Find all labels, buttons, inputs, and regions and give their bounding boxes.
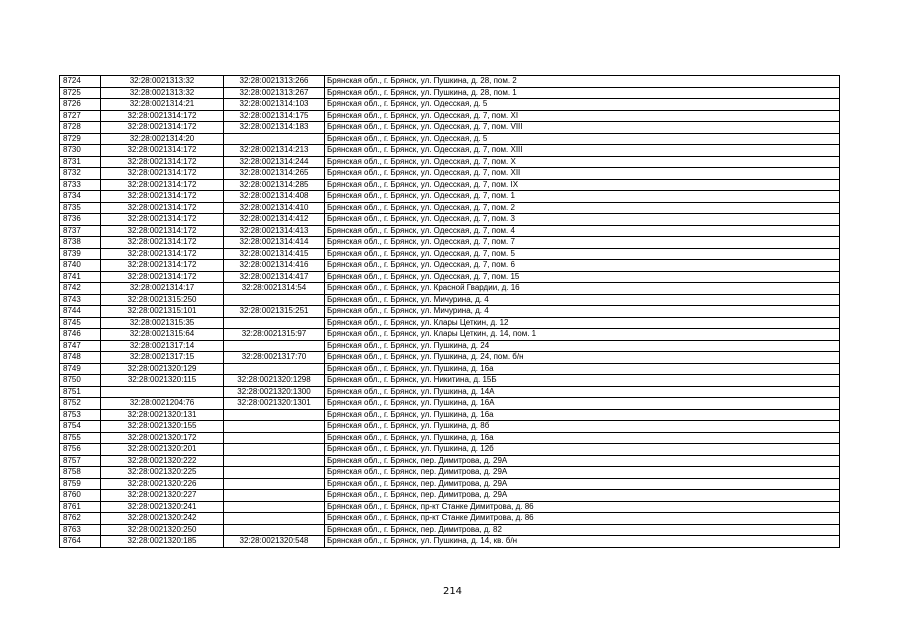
object-cadastral-number-cell bbox=[224, 340, 325, 352]
address-cell: Брянская обл., г. Брянск, ул. Пушкина, д. 24, пом. б/н bbox=[325, 352, 840, 364]
row-number-cell: 8757 bbox=[60, 455, 101, 467]
object-cadastral-number-cell: 32:28:0021317:70 bbox=[224, 352, 325, 364]
address-cell: Брянская обл., г. Брянск, ул. Пушкина, д. 12б bbox=[325, 444, 840, 456]
land-cadastral-number-cell: 32:28:0021320:172 bbox=[101, 432, 224, 444]
table-row bbox=[60, 179, 840, 191]
registry-table bbox=[59, 75, 840, 548]
object-cadastral-number-cell bbox=[224, 363, 325, 375]
table-row bbox=[60, 271, 840, 283]
table-row bbox=[60, 467, 840, 479]
object-cadastral-number-cell bbox=[224, 432, 325, 444]
row-number-cell: 8742 bbox=[60, 283, 101, 295]
table-row bbox=[60, 87, 840, 99]
land-cadastral-number-cell: 32:28:0021313:32 bbox=[101, 87, 224, 99]
land-cadastral-number-cell: 32:28:0021314:172 bbox=[101, 202, 224, 214]
table-row bbox=[60, 375, 840, 387]
object-cadastral-number-cell: 32:28:0021313:267 bbox=[224, 87, 325, 99]
table-row bbox=[60, 478, 840, 490]
address-cell: Брянская обл., г. Брянск, ул. Одесская, д. 7, пом. 4 bbox=[325, 225, 840, 237]
land-cadastral-number-cell: 32:28:0021320:227 bbox=[101, 490, 224, 502]
land-cadastral-number-cell: 32:28:0021314:172 bbox=[101, 260, 224, 272]
table-row bbox=[60, 329, 840, 341]
row-number-cell: 8748 bbox=[60, 352, 101, 364]
land-cadastral-number-cell: 32:28:0021320:241 bbox=[101, 501, 224, 513]
object-cadastral-number-cell: 32:28:0021314:412 bbox=[224, 214, 325, 226]
address-cell: Брянская обл., г. Брянск, ул. Одесская, д. 7, пом. 6 bbox=[325, 260, 840, 272]
land-cadastral-number-cell: 32:28:0021314:172 bbox=[101, 271, 224, 283]
object-cadastral-number-cell: 32:28:0021313:266 bbox=[224, 76, 325, 88]
address-cell: Брянская обл., г. Брянск, ул. Мичурина, д. 4 bbox=[325, 294, 840, 306]
object-cadastral-number-cell bbox=[224, 490, 325, 502]
object-cadastral-number-cell: 32:28:0021320:1300 bbox=[224, 386, 325, 398]
land-cadastral-number-cell: 32:28:0021314:172 bbox=[101, 110, 224, 122]
row-number-cell: 8724 bbox=[60, 76, 101, 88]
object-cadastral-number-cell bbox=[224, 513, 325, 525]
land-cadastral-number-cell: 32:28:0021314:172 bbox=[101, 225, 224, 237]
address-cell: Брянская обл., г. Брянск, ул. Клары Цеткин, д. 14, пом. 1 bbox=[325, 329, 840, 341]
row-number-cell: 8729 bbox=[60, 133, 101, 145]
land-cadastral-number-cell: 32:28:0021314:172 bbox=[101, 191, 224, 203]
row-number-cell: 8744 bbox=[60, 306, 101, 318]
address-cell: Брянская обл., г. Брянск, ул. Пушкина, д. 16а bbox=[325, 432, 840, 444]
table-row bbox=[60, 317, 840, 329]
address-cell: Брянская обл., г. Брянск, ул. Одесская, д. 7, пом. XII bbox=[325, 168, 840, 180]
row-number-cell: 8759 bbox=[60, 478, 101, 490]
address-cell: Брянская обл., г. Брянск, пер. Димитрова, д. 29А bbox=[325, 490, 840, 502]
object-cadastral-number-cell: 32:28:0021314:103 bbox=[224, 99, 325, 111]
land-cadastral-number-cell: 32:28:0021314:21 bbox=[101, 99, 224, 111]
object-cadastral-number-cell bbox=[224, 409, 325, 421]
address-cell: Брянская обл., г. Брянск, ул. Пушкина, д. 14А bbox=[325, 386, 840, 398]
land-cadastral-number-cell: 32:28:0021315:64 bbox=[101, 329, 224, 341]
row-number-cell: 8753 bbox=[60, 409, 101, 421]
table-row bbox=[60, 214, 840, 226]
address-cell: Брянская обл., г. Брянск, ул. Пушкина, д. 16а bbox=[325, 409, 840, 421]
land-cadastral-number-cell: 32:28:0021320:131 bbox=[101, 409, 224, 421]
table-row bbox=[60, 168, 840, 180]
object-cadastral-number-cell: 32:28:0021315:97 bbox=[224, 329, 325, 341]
table-row bbox=[60, 156, 840, 168]
row-number-cell: 8730 bbox=[60, 145, 101, 157]
address-cell: Брянская обл., г. Брянск, ул. Одесская, д. 5 bbox=[325, 133, 840, 145]
table-row bbox=[60, 524, 840, 536]
land-cadastral-number-cell: 32:28:0021320:155 bbox=[101, 421, 224, 433]
table-row bbox=[60, 283, 840, 295]
object-cadastral-number-cell: 32:28:0021314:244 bbox=[224, 156, 325, 168]
land-cadastral-number-cell: 32:28:0021314:172 bbox=[101, 122, 224, 134]
object-cadastral-number-cell: 32:28:0021320:1301 bbox=[224, 398, 325, 410]
address-cell: Брянская обл., г. Брянск, ул. Пушкина, д. 28, пом. 1 bbox=[325, 87, 840, 99]
land-cadastral-number-cell: 32:28:0021320:222 bbox=[101, 455, 224, 467]
object-cadastral-number-cell: 32:28:0021314:175 bbox=[224, 110, 325, 122]
table-row bbox=[60, 306, 840, 318]
land-cadastral-number-cell: 32:28:0021315:101 bbox=[101, 306, 224, 318]
table-row bbox=[60, 202, 840, 214]
object-cadastral-number-cell: 32:28:0021314:417 bbox=[224, 271, 325, 283]
land-cadastral-number-cell: 32:28:0021314:17 bbox=[101, 283, 224, 295]
address-cell: Брянская обл., г. Брянск, пер. Димитрова, д. 29А bbox=[325, 467, 840, 479]
table-row bbox=[60, 294, 840, 306]
object-cadastral-number-cell: 32:28:0021314:416 bbox=[224, 260, 325, 272]
address-cell: Брянская обл., г. Брянск, ул. Клары Цеткин, д. 12 bbox=[325, 317, 840, 329]
object-cadastral-number-cell bbox=[224, 501, 325, 513]
object-cadastral-number-cell bbox=[224, 455, 325, 467]
address-cell: Брянская обл., г. Брянск, пер. Димитрова, д. 29А bbox=[325, 455, 840, 467]
table-row bbox=[60, 490, 840, 502]
land-cadastral-number-cell: 32:28:0021315:35 bbox=[101, 317, 224, 329]
table-row bbox=[60, 110, 840, 122]
address-cell: Брянская обл., г. Брянск, ул. Одесская, д. 7, пом. 7 bbox=[325, 237, 840, 249]
table-row bbox=[60, 225, 840, 237]
row-number-cell: 8745 bbox=[60, 317, 101, 329]
address-cell: Брянская обл., г. Брянск, ул. Пушкина, д. 28, пом. 2 bbox=[325, 76, 840, 88]
table-row bbox=[60, 421, 840, 433]
address-cell: Брянская обл., г. Брянск, ул. Одесская, д. 7, пом. 1 bbox=[325, 191, 840, 203]
row-number-cell: 8762 bbox=[60, 513, 101, 525]
address-cell: Брянская обл., г. Брянск, ул. Одесская, д. 7, пом. XIII bbox=[325, 145, 840, 157]
row-number-cell: 8727 bbox=[60, 110, 101, 122]
table-row bbox=[60, 237, 840, 249]
table-row bbox=[60, 352, 840, 364]
table-row bbox=[60, 444, 840, 456]
row-number-cell: 8725 bbox=[60, 87, 101, 99]
table-row bbox=[60, 409, 840, 421]
table-row bbox=[60, 432, 840, 444]
row-number-cell: 8737 bbox=[60, 225, 101, 237]
row-number-cell: 8728 bbox=[60, 122, 101, 134]
table-row bbox=[60, 513, 840, 525]
address-cell: Брянская обл., г. Брянск, ул. Одесская, д. 7, пом. X bbox=[325, 156, 840, 168]
table-row bbox=[60, 260, 840, 272]
table-row bbox=[60, 191, 840, 203]
object-cadastral-number-cell bbox=[224, 294, 325, 306]
land-cadastral-number-cell: 32:28:0021320:115 bbox=[101, 375, 224, 387]
row-number-cell: 8764 bbox=[60, 536, 101, 548]
land-cadastral-number-cell: 32:28:0021320:225 bbox=[101, 467, 224, 479]
page-number: 214 bbox=[442, 586, 463, 597]
table-row bbox=[60, 99, 840, 111]
land-cadastral-number-cell: 32:28:0021314:172 bbox=[101, 168, 224, 180]
table-row bbox=[60, 76, 840, 88]
land-cadastral-number-cell: 32:28:0021314:20 bbox=[101, 133, 224, 145]
object-cadastral-number-cell bbox=[224, 478, 325, 490]
address-cell: Брянская обл., г. Брянск, ул. Пушкина, д. 16А bbox=[325, 398, 840, 410]
row-number-cell: 8749 bbox=[60, 363, 101, 375]
land-cadastral-number-cell: 32:28:0021315:250 bbox=[101, 294, 224, 306]
row-number-cell: 8726 bbox=[60, 99, 101, 111]
row-number-cell: 8746 bbox=[60, 329, 101, 341]
object-cadastral-number-cell: 32:28:0021314:408 bbox=[224, 191, 325, 203]
row-number-cell: 8750 bbox=[60, 375, 101, 387]
address-cell: Брянская обл., г. Брянск, ул. Одесская, д. 5 bbox=[325, 99, 840, 111]
table-row bbox=[60, 455, 840, 467]
address-cell: Брянская обл., г. Брянск, ул. Красной Гвардии, д. 16 bbox=[325, 283, 840, 295]
row-number-cell: 8743 bbox=[60, 294, 101, 306]
address-cell: Брянская обл., г. Брянск, пр-кт Станке Димитрова, д. 86 bbox=[325, 501, 840, 513]
row-number-cell: 8740 bbox=[60, 260, 101, 272]
row-number-cell: 8751 bbox=[60, 386, 101, 398]
object-cadastral-number-cell: 32:28:0021314:410 bbox=[224, 202, 325, 214]
land-cadastral-number-cell: 32:28:0021320:250 bbox=[101, 524, 224, 536]
row-number-cell: 8732 bbox=[60, 168, 101, 180]
address-cell: Брянская обл., г. Брянск, пер. Димитрова, д. 82 bbox=[325, 524, 840, 536]
row-number-cell: 8738 bbox=[60, 237, 101, 249]
object-cadastral-number-cell: 32:28:0021320:548 bbox=[224, 536, 325, 548]
object-cadastral-number-cell bbox=[224, 317, 325, 329]
land-cadastral-number-cell: 32:28:0021314:172 bbox=[101, 156, 224, 168]
object-cadastral-number-cell: 32:28:0021314:413 bbox=[224, 225, 325, 237]
row-number-cell: 8755 bbox=[60, 432, 101, 444]
address-cell: Брянская обл., г. Брянск, ул. Одесская, д. 7, пом. 15 bbox=[325, 271, 840, 283]
table-row bbox=[60, 145, 840, 157]
object-cadastral-number-cell bbox=[224, 524, 325, 536]
land-cadastral-number-cell: 32:28:0021314:172 bbox=[101, 179, 224, 191]
land-cadastral-number-cell: 32:28:0021317:14 bbox=[101, 340, 224, 352]
land-cadastral-number-cell: 32:28:0021314:172 bbox=[101, 237, 224, 249]
row-number-cell: 8752 bbox=[60, 398, 101, 410]
table-row bbox=[60, 248, 840, 260]
registry-table-body bbox=[60, 76, 840, 548]
row-number-cell: 8731 bbox=[60, 156, 101, 168]
object-cadastral-number-cell: 32:28:0021315:251 bbox=[224, 306, 325, 318]
table-row bbox=[60, 363, 840, 375]
row-number-cell: 8754 bbox=[60, 421, 101, 433]
object-cadastral-number-cell bbox=[224, 133, 325, 145]
object-cadastral-number-cell: 32:28:0021314:54 bbox=[224, 283, 325, 295]
object-cadastral-number-cell: 32:28:0021314:285 bbox=[224, 179, 325, 191]
land-cadastral-number-cell: 32:28:0021204:76 bbox=[101, 398, 224, 410]
row-number-cell: 8741 bbox=[60, 271, 101, 283]
address-cell: Брянская обл., г. Брянск, ул. Пушкина, д. 8б bbox=[325, 421, 840, 433]
land-cadastral-number-cell: 32:28:0021314:172 bbox=[101, 214, 224, 226]
address-cell: Брянская обл., г. Брянск, ул. Одесская, д. 7, пом. 5 bbox=[325, 248, 840, 260]
address-cell: Брянская обл., г. Брянск, ул. Одесская, д. 7, пом. 2 bbox=[325, 202, 840, 214]
object-cadastral-number-cell: 32:28:0021314:414 bbox=[224, 237, 325, 249]
land-cadastral-number-cell: 32:28:0021320:242 bbox=[101, 513, 224, 525]
object-cadastral-number-cell bbox=[224, 444, 325, 456]
object-cadastral-number-cell: 32:28:0021314:213 bbox=[224, 145, 325, 157]
table-row bbox=[60, 501, 840, 513]
land-cadastral-number-cell: 32:28:0021320:185 bbox=[101, 536, 224, 548]
row-number-cell: 8733 bbox=[60, 179, 101, 191]
land-cadastral-number-cell bbox=[101, 386, 224, 398]
row-number-cell: 8763 bbox=[60, 524, 101, 536]
land-cadastral-number-cell: 32:28:0021320:129 bbox=[101, 363, 224, 375]
address-cell: Брянская обл., г. Брянск, пр-кт Станке Димитрова, д. 86 bbox=[325, 513, 840, 525]
row-number-cell: 8758 bbox=[60, 467, 101, 479]
land-cadastral-number-cell: 32:28:0021314:172 bbox=[101, 145, 224, 157]
row-number-cell: 8735 bbox=[60, 202, 101, 214]
object-cadastral-number-cell: 32:28:0021314:265 bbox=[224, 168, 325, 180]
address-cell: Брянская обл., г. Брянск, ул. Никитина, д. 15Б bbox=[325, 375, 840, 387]
object-cadastral-number-cell: 32:28:0021314:183 bbox=[224, 122, 325, 134]
table-row bbox=[60, 133, 840, 145]
address-cell: Брянская обл., г. Брянск, ул. Мичурина, д. 4 bbox=[325, 306, 840, 318]
land-cadastral-number-cell: 32:28:0021313:32 bbox=[101, 76, 224, 88]
address-cell: Брянская обл., г. Брянск, ул. Одесская, д. 7, пом. VIII bbox=[325, 122, 840, 134]
table-row bbox=[60, 122, 840, 134]
row-number-cell: 8739 bbox=[60, 248, 101, 260]
table-row bbox=[60, 536, 840, 548]
address-cell: Брянская обл., г. Брянск, ул. Одесская, д. 7, пом. 3 bbox=[325, 214, 840, 226]
address-cell: Брянская обл., г. Брянск, ул. Пушкина, д. 16а bbox=[325, 363, 840, 375]
row-number-cell: 8760 bbox=[60, 490, 101, 502]
object-cadastral-number-cell: 32:28:0021314:415 bbox=[224, 248, 325, 260]
table-row bbox=[60, 340, 840, 352]
land-cadastral-number-cell: 32:28:0021317:15 bbox=[101, 352, 224, 364]
land-cadastral-number-cell: 32:28:0021320:226 bbox=[101, 478, 224, 490]
object-cadastral-number-cell bbox=[224, 421, 325, 433]
address-cell: Брянская обл., г. Брянск, ул. Пушкина, д. 14, кв. б/н bbox=[325, 536, 840, 548]
table-row bbox=[60, 386, 840, 398]
land-cadastral-number-cell: 32:28:0021314:172 bbox=[101, 248, 224, 260]
address-cell: Брянская обл., г. Брянск, пер. Димитрова, д. 29А bbox=[325, 478, 840, 490]
row-number-cell: 8736 bbox=[60, 214, 101, 226]
address-cell: Брянская обл., г. Брянск, ул. Одесская, д. 7, пом. IX bbox=[325, 179, 840, 191]
object-cadastral-number-cell bbox=[224, 467, 325, 479]
land-cadastral-number-cell: 32:28:0021320:201 bbox=[101, 444, 224, 456]
object-cadastral-number-cell: 32:28:0021320:1298 bbox=[224, 375, 325, 387]
row-number-cell: 8734 bbox=[60, 191, 101, 203]
row-number-cell: 8756 bbox=[60, 444, 101, 456]
row-number-cell: 8761 bbox=[60, 501, 101, 513]
row-number-cell: 8747 bbox=[60, 340, 101, 352]
address-cell: Брянская обл., г. Брянск, ул. Пушкина, д. 24 bbox=[325, 340, 840, 352]
address-cell: Брянская обл., г. Брянск, ул. Одесская, д. 7, пом. XI bbox=[325, 110, 840, 122]
table-row bbox=[60, 398, 840, 410]
